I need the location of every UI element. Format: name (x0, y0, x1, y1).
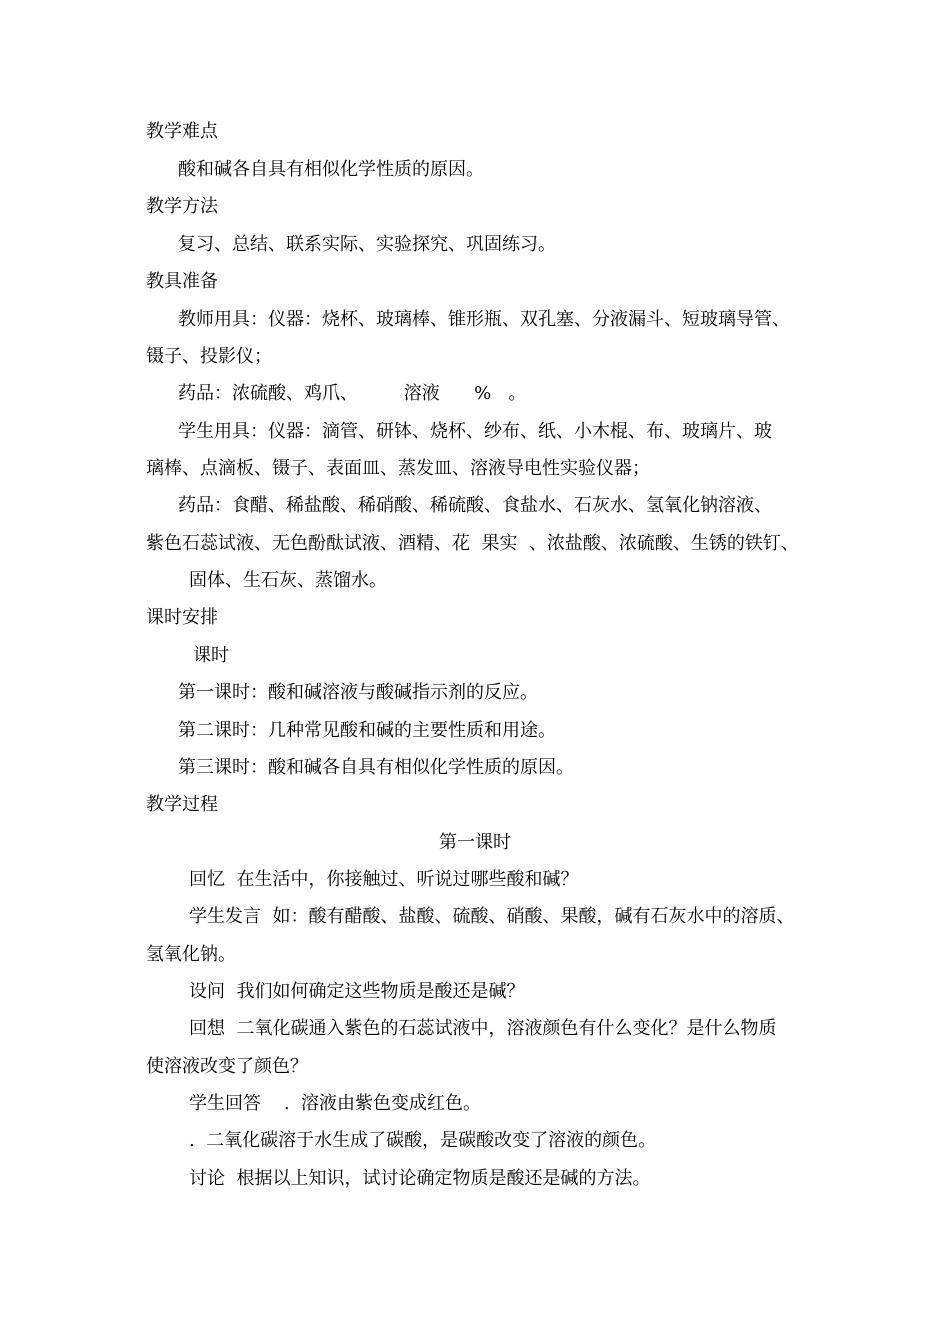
paragraph-continuation: 氢氧化钠。 (146, 944, 236, 965)
heading-teaching-process: 教学过程 (146, 794, 218, 815)
paragraph: 药品：食醋、稀盐酸、稀硝酸、稀硫酸、食盐水、石灰水、氢氧化钠溶液、 (178, 495, 772, 516)
paragraph: 酸和碱各自具有相似化学性质的原因。 (178, 159, 484, 180)
paragraph: 学生用具：仪器：滴管、研钵、烧杯、纱布、纸、小木棍、布、玻璃片、玻 (178, 421, 772, 442)
paragraph: 学生回答 . 溶液由紫色变成红色。 (189, 1093, 482, 1114)
paragraph: 回想 二氧化碳通入紫色的石蕊试液中，溶液颜色有什么变化？是什么物质 (189, 1018, 777, 1039)
schedule-item: 第一课时：酸和碱溶液与酸碱指示剂的反应。 (178, 682, 538, 703)
paragraph-continuation: 镊子、投影仪； (146, 346, 272, 367)
heading-teaching-difficulty: 教学难点 (146, 121, 218, 142)
paragraph: 复习、总结、联系实际、实验探究、巩固练习。 (178, 234, 556, 255)
section-title: 第一课时 (439, 832, 511, 853)
schedule-item: 第三课时：酸和碱各自具有相似化学性质的原因。 (178, 757, 574, 778)
paragraph: . 二氧化碳溶于水生成了碳酸，是碳酸改变了溶液的颜色。 (189, 1130, 657, 1151)
paragraph-continuation: 璃棒、点滴板、镊子、表面皿、蒸发皿、溶液导电性实验仪器； (146, 458, 650, 479)
paragraph: 设问 我们如何确定这些物质是酸还是碱？ (189, 981, 525, 1002)
heading-teaching-aids: 教具准备 (146, 271, 218, 292)
paragraph: 药品：浓硫酸、鸡爪、 溶液 % 。 (178, 383, 527, 404)
paragraph-continuation: 使溶液改变了颜色？ (146, 1056, 308, 1077)
paragraph: 课时 (193, 645, 229, 666)
heading-class-schedule: 课时安排 (146, 607, 218, 628)
schedule-item: 第二课时：几种常见酸和碱的主要性质和用途。 (178, 720, 556, 741)
paragraph-continuation: 固体、生石灰、蒸馏水。 (189, 570, 387, 591)
heading-teaching-method: 教学方法 (146, 196, 218, 217)
paragraph: 讨论 根据以上知识，试讨论确定物质是酸还是碱的方法。 (189, 1168, 651, 1189)
paragraph: 回忆 在生活中，你接触过、听说过哪些酸和碱？ (189, 869, 579, 890)
paragraph: 教师用具：仪器：烧杯、玻璃棒、锥形瓶、双孔塞、分液漏斗、短玻璃导管、 (178, 309, 790, 330)
paragraph-continuation: 紫色石蕊试液、无色酚酞试液、酒精、花 果实 、浓盐酸、浓硫酸、生锈的铁钉、 (146, 533, 799, 554)
paragraph: 学生发言 如：酸有醋酸、盐酸、硫酸、硝酸、果酸，碱有石灰水中的溶质、 (189, 906, 795, 927)
